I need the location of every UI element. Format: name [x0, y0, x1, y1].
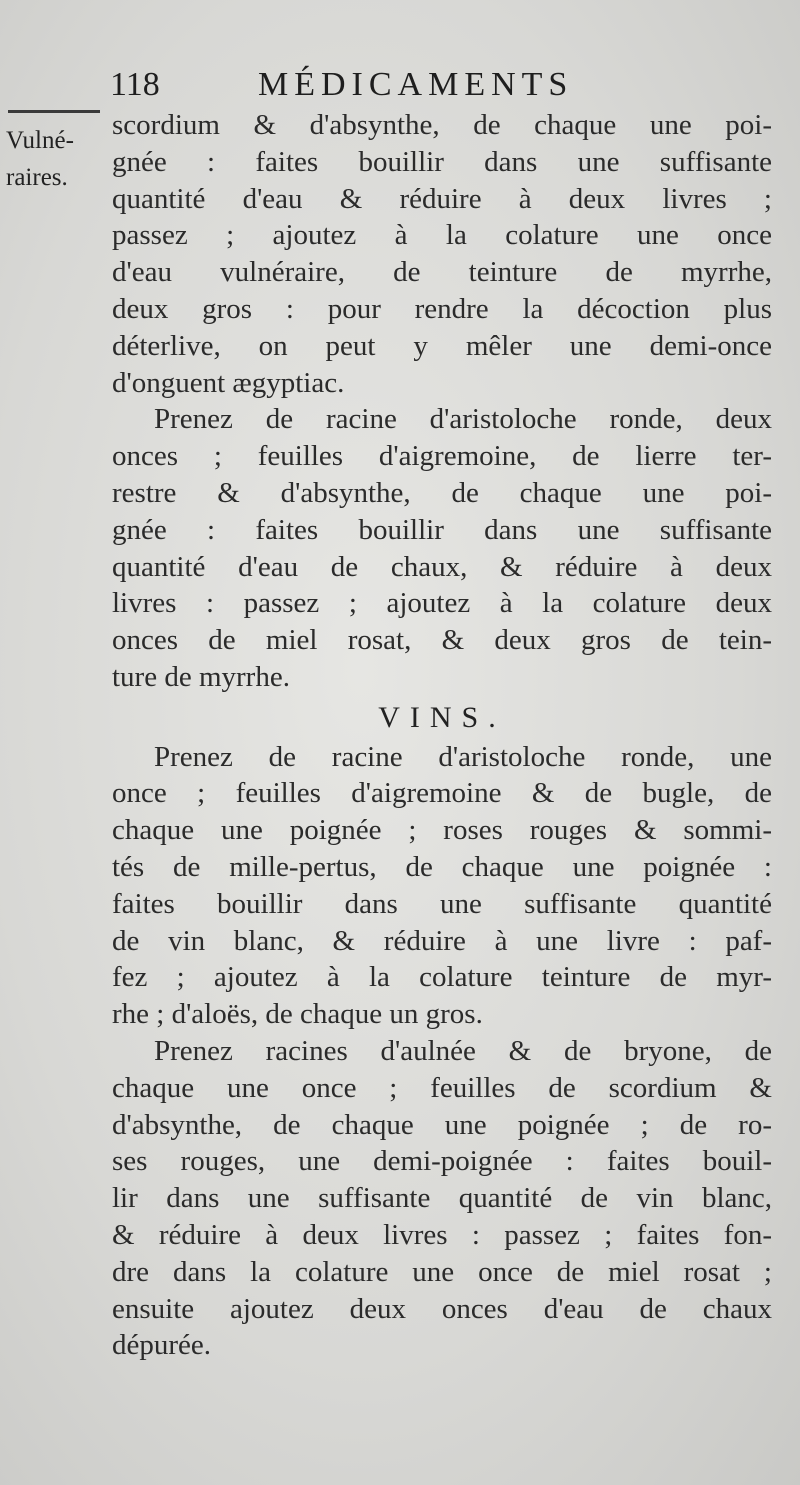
text-line: tés de mille-pertus, de chaque une poignée : [112, 850, 772, 883]
page-header [110, 66, 610, 106]
paragraph-3 [112, 739, 772, 1033]
text-line: deux gros : pour rendre la décoction plus [112, 292, 772, 325]
text-line: dre dans la colature une once de miel rosat ; [112, 1255, 772, 1288]
text-line: gnée : faites bouillir dans une suffisante [112, 513, 772, 546]
text-line: ture de myrrhe. [112, 660, 290, 693]
text-line: ses rouges, une demi-poignée : faites bouil- [112, 1145, 772, 1178]
text-line: d'absynthe, de chaque une poignée ; de ro- [112, 1108, 772, 1141]
text-line: fez ; ajoutez à la colature teinture de myr- [112, 961, 772, 994]
text-line: d'eau vulnéraire, de teinture de myrrhe, [112, 256, 772, 289]
margin-note-line: Vulné- [6, 127, 74, 154]
text-line: Prenez racines d'aulnée & de bryone, de [154, 1034, 772, 1067]
text-line: d'onguent ægyptiac. [112, 366, 345, 399]
text-line: ensuite ajoutez deux onces d'eau de chaux [112, 1292, 772, 1325]
text-line: Prenez de racine d'aristoloche ronde, deux [154, 403, 772, 436]
text-line: Prenez de racine d'aristoloche ronde, une [154, 740, 772, 773]
text-line: onces de miel rosat, & deux gros de tein- [112, 624, 772, 657]
text-line: livres : passez ; ajoutez à la colature deux [112, 587, 772, 620]
text-line: lir dans une suffisante quantité de vin blanc, [112, 1182, 772, 1215]
section-title: VINS. [378, 700, 506, 734]
running-title: MÉDICAMENTS [258, 66, 574, 103]
text-line: chaque une once ; feuilles de scordium & [112, 1071, 772, 1104]
text-line: déterlive, on peut y mêler une demi-once [112, 329, 772, 362]
text-line: quantité d'eau de chaux, & réduire à deux [112, 550, 772, 583]
text-line: & réduire à deux livres : passez ; faites fon- [112, 1218, 772, 1251]
text-line: faites bouillir dans une suffisante quantité [112, 887, 772, 920]
margin-rule [8, 110, 100, 113]
page-number: 118 [110, 66, 160, 103]
text-line: gnée : faites bouillir dans une suffisante [112, 145, 772, 178]
text-line: chaque une poignée ; roses rouges & sommi- [112, 814, 772, 847]
text-line: passez ; ajoutez à la colature une once [112, 219, 772, 252]
margin-note [6, 122, 106, 196]
text-line: de vin blanc, & réduire à une livre : paf- [112, 924, 772, 957]
text-line: onces ; feuilles d'aigremoine, de lierre ter- [112, 440, 772, 473]
text-line: rhe ; d'aloës, de chaque un gros. [112, 998, 483, 1031]
text-line: dépurée. [112, 1329, 212, 1362]
text-line: once ; feuilles d'aigremoine & de bugle, de [112, 777, 772, 810]
text-line: quantité d'eau & réduire à deux livres ; [112, 182, 772, 215]
body-text [112, 107, 772, 1364]
text-line: restre & d'absynthe, de chaque une poi- [112, 476, 772, 509]
paragraph-4 [112, 1033, 772, 1364]
text-line: scordium & d'absynthe, de chaque une poi- [112, 109, 772, 141]
paragraph-1 [112, 107, 772, 401]
margin-note-line: raires. [6, 164, 68, 191]
paragraph-2 [112, 401, 772, 695]
